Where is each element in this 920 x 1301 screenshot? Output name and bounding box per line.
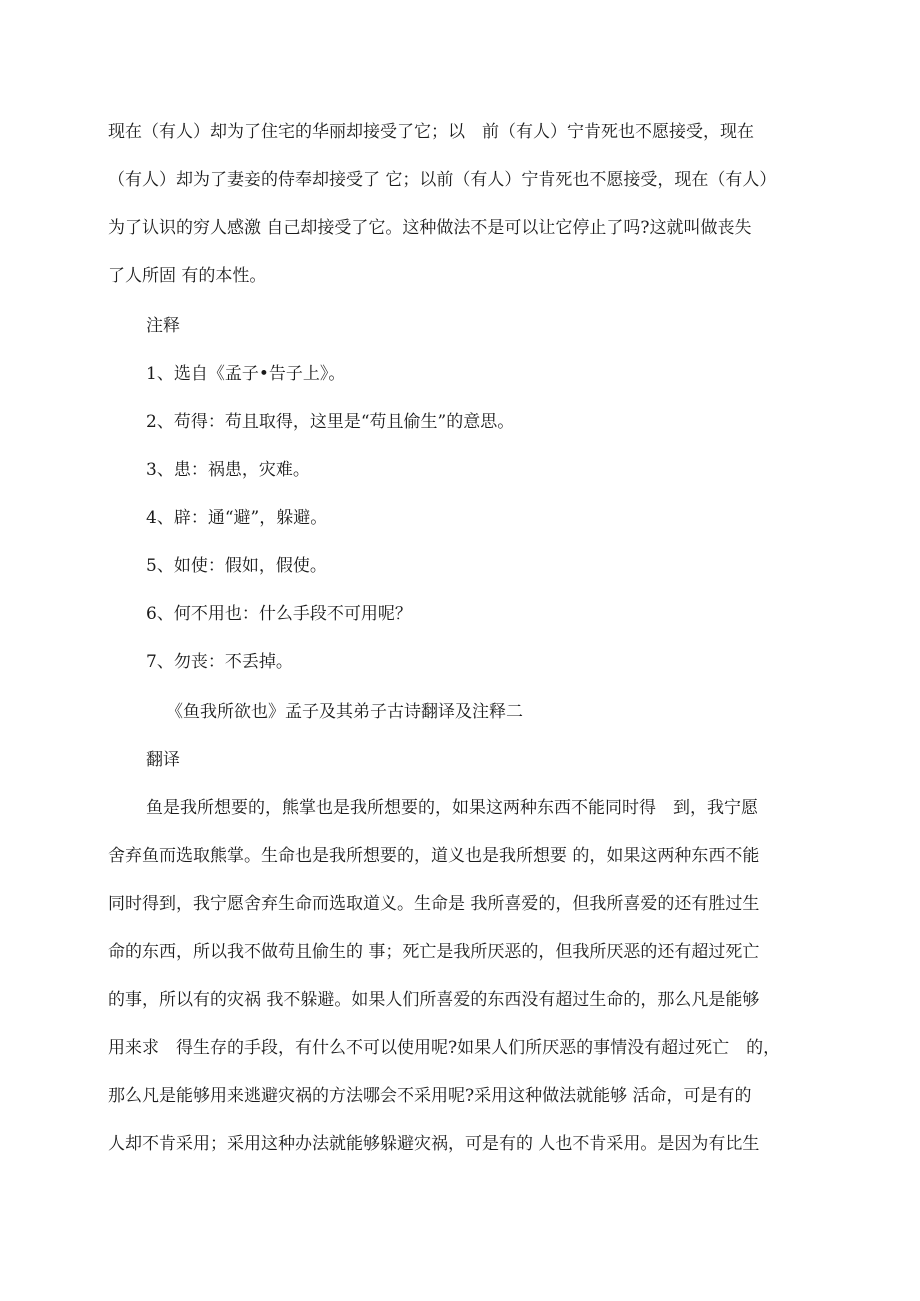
notes-heading: 注释 [146, 316, 180, 336]
paragraph-line: 现在（有人）却为了住宅的华丽却接受了它；以 前（有人）宁肯死也不愿接受，现在 [108, 122, 754, 142]
translation-line: 同时得到，我宁愿舍弃生命而选取道义。生命是 我所喜爱的，但我所喜爱的还有胜过生 [108, 894, 760, 914]
note-item: 7、勿丧：不丢掉。 [146, 652, 293, 672]
translation-line: 人却不肯采用；采用这种办法就能够躲避灾祸，可是有的 人也不肯采用。是因为有比生 [108, 1134, 760, 1154]
translation-line: 的事，所以有的灾祸 我不躲避。如果人们所喜爱的东西没有超过生命的，那么凡是能够 [108, 990, 760, 1010]
note-item: 2、苟得：苟且取得，这里是“苟且偷生”的意思。 [146, 412, 515, 432]
section-title: 《鱼我所欲也》孟子及其弟子古诗翻译及注释二 [166, 702, 523, 722]
translation-line: 舍弃鱼而选取熊掌。生命也是我所想要的，道义也是我所想要 的，如果这两种东西不能 [108, 846, 760, 866]
note-item: 1、选自《孟子•告子上》。 [146, 364, 346, 384]
note-item: 3、患：祸患，灾难。 [146, 460, 310, 480]
paragraph-line: 为了认识的穷人感激 自己却接受了它。这种做法不是可以让它停止了吗?这就叫做丧失 [108, 218, 752, 238]
paragraph-line: 了人所固 有的本性。 [108, 266, 267, 286]
translation-line: 那么凡是能够用来逃避灾祸的方法哪会不采用呢?采用这种做法就能够 活命，可是有的 [108, 1086, 752, 1106]
translation-line: 鱼是我所想要的，熊掌也是我所想要的，如果这两种东西不能同时得 到，我宁愿 [146, 798, 758, 818]
translation-line: 用来求 得生存的手段，有什么不可以使用呢?如果人们所厌恶的事情没有超过死亡 的， [108, 1038, 781, 1058]
translation-line: 命的东西，所以我不做苟且偷生的 事；死亡是我所厌恶的，但我所厌恶的还有超过死亡 [108, 942, 760, 962]
note-item: 5、如使：假如，假使。 [146, 556, 327, 576]
translation-heading: 翻译 [146, 750, 180, 770]
note-item: 4、辟：通“避”，躲避。 [146, 508, 328, 528]
paragraph-line: （有人）却为了妻妾的侍奉却接受了 它；以前（有人）宁肯死也不愿接受，现在（有人） [108, 170, 777, 190]
note-item: 6、何不用也：什么手段不可用呢？ [146, 604, 412, 624]
